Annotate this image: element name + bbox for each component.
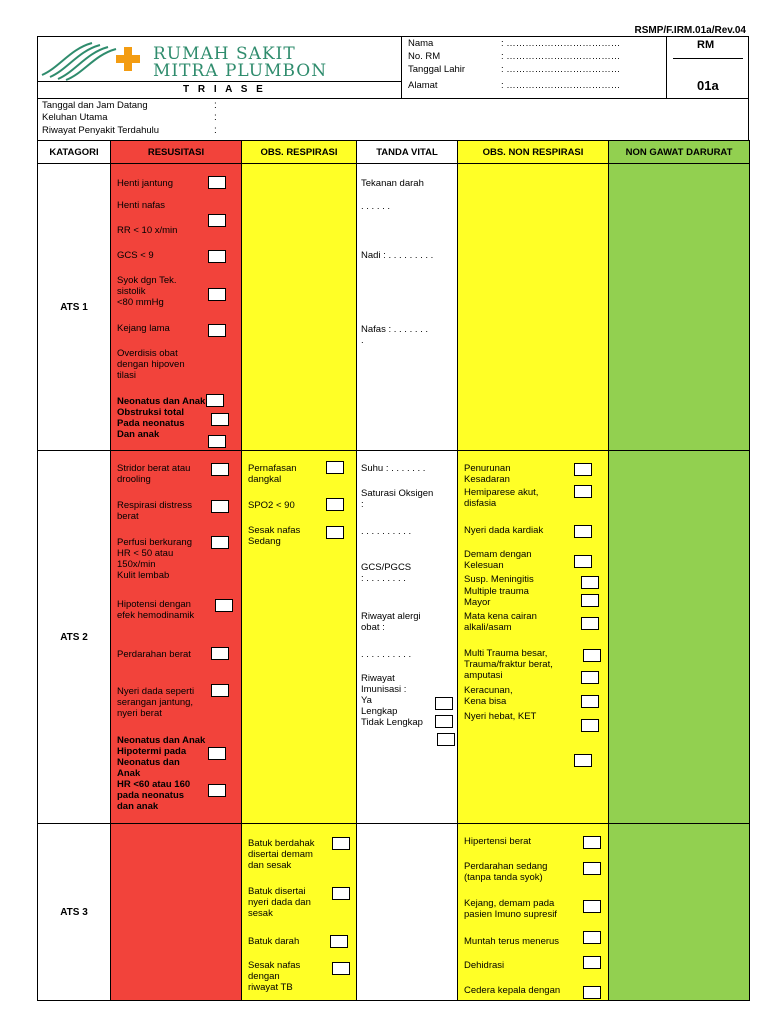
patient-address-field[interactable]: : ……………………………… [501,80,621,91]
checkbox[interactable] [211,413,229,426]
checkbox[interactable] [206,394,224,407]
chief-complaint-field[interactable]: : [214,112,217,123]
list-item: Mata kena cairan alkali/asam [464,611,537,633]
list-item: Perdarahan sedang (tanpa tanda syok) [464,861,548,883]
list-item: Multi Trauma besar, Trauma/fraktur berat, amputasi [464,648,553,681]
checkbox[interactable] [583,649,601,662]
list-item: Penurunan Kesadaran [464,463,511,485]
vital-item[interactable]: GCS/PGCS : . . . . . . . . [361,562,412,584]
checkbox[interactable] [435,715,453,728]
checkbox[interactable] [211,500,229,513]
checkbox[interactable] [211,684,229,697]
header-resusitasi: RESUSITASI [111,141,242,164]
list-item: Hipotensi dengan efek hemodinamik [117,599,195,621]
patient-rm-label: No. RM [408,51,441,62]
checkbox[interactable] [330,935,348,948]
list-item: Nyeri dada seperti serangan jantung, nyeri berat [117,686,195,719]
ats1-resusitasi [111,164,242,451]
ats1-non-gawat-darurat [609,164,750,451]
list-item: Batuk disertai nyeri dada dan sesak [248,886,311,919]
header-obs-respirasi: OBS. RESPIRASI [242,141,357,164]
checkbox[interactable] [326,498,344,511]
checkbox[interactable] [581,594,599,607]
header-obs-non-respirasi: OBS. NON RESPIRASI [458,141,609,164]
vital-item: Riwayat alergi obat : [361,611,421,633]
header-non-gawat-darurat: NON GAWAT DARURAT [609,141,750,164]
checkbox[interactable] [332,962,350,975]
list-item: RR < 10 x/min [117,225,178,236]
list-item: Stridor berat atau drooling [117,463,191,485]
vital-item[interactable]: . . . . . . . . . . [361,526,412,537]
list-item: Henti jantung [117,178,173,189]
list-item: Multiple trauma Mayor [464,586,529,608]
checkbox[interactable] [581,617,599,630]
divider [673,58,743,59]
list-item: Demam dengan Kelesuan [464,549,532,571]
ats3-obs-respirasi [242,824,357,1001]
checkbox[interactable] [581,576,599,589]
list-item: Perdarahan berat [117,649,191,660]
list-item: Perfusi berkurang HR < 50 atau 150x/min Kulit lembab [117,537,192,581]
patient-dob-field[interactable]: : ……………………………… [501,64,621,75]
ats2-label: ATS 2 [38,451,111,824]
ats2-non-gawat-darurat [609,451,750,824]
list-item: Dehidrasi [464,960,505,971]
header-katagori: KATAGORI [38,141,111,164]
list-item: Hemiparese akut, disfasia [464,487,539,509]
list-item: Respirasi distress berat [117,500,192,522]
chief-complaint-label: Keluhan Utama [42,112,108,123]
logo-waves-cross-icon [40,39,152,81]
list-item: Henti nafas [117,200,166,211]
checkbox[interactable] [332,837,350,850]
checkbox[interactable] [583,900,601,913]
list-item: Neonatus dan Anak Hipotermi pada Neonatus dan Anak HR <60 atau 160 pada neonatus dan anak [117,735,206,812]
checkbox[interactable] [581,671,599,684]
ats3-label: ATS 3 [38,824,111,1001]
divider [38,81,401,82]
checkbox[interactable] [211,647,229,660]
checkbox[interactable] [211,536,229,549]
list-item: Kejang lama [117,323,170,334]
hospital-logo [40,39,400,83]
ats1-obs-respirasi [242,164,357,451]
ats2-resusitasi [111,451,242,824]
checkbox[interactable] [208,747,226,760]
arrival-time-field[interactable]: : [214,100,217,111]
list-item: GCS < 9 [117,250,154,261]
checkbox[interactable] [583,931,601,944]
vital-item[interactable]: Nadi : . . . . . . . . . [361,250,434,261]
checkbox[interactable] [574,525,592,538]
list-item: Batuk berdahak disertai demam dan sesak [248,838,315,871]
vital-item[interactable]: Suhu : . . . . . . . [361,463,426,474]
form-header [37,36,749,99]
checkbox[interactable] [581,719,599,732]
triage-table [37,140,750,1001]
checkbox[interactable] [208,288,226,301]
ats1-obs-non-respirasi [458,164,609,451]
history-field[interactable]: : [214,125,217,136]
checkbox[interactable] [583,956,601,969]
checkbox[interactable] [208,324,226,337]
divider [401,37,402,99]
ats2-tanda-vital [357,451,458,824]
ats1-tanda-vital [357,164,458,451]
patient-name-field[interactable]: : ……………………………… [501,38,621,49]
ats3-resusitasi [111,824,242,1001]
checkbox[interactable] [437,733,455,746]
history-label: Riwayat Penyakit Terdahulu [42,125,160,136]
checkbox[interactable] [574,555,592,568]
checkbox[interactable] [583,836,601,849]
checkbox[interactable] [574,463,592,476]
hospital-name-line1: RUMAH SAKIT [153,44,296,64]
checkbox[interactable] [574,754,592,767]
vital-item: Tekanan darah [361,178,424,189]
checkbox[interactable] [581,695,599,708]
checkbox[interactable] [583,986,601,999]
ats3-tanda-vital [357,824,458,1001]
list-item: Muntah terus menerus [464,936,560,947]
ats1-label: ATS 1 [38,164,111,451]
checkbox[interactable] [211,463,229,476]
document-reference: RSMP/F.IRM.01a/Rev.04 [634,25,746,36]
ats2-row [38,451,750,824]
list-item: Nyeri hebat, KET [464,711,537,722]
visit-info [37,98,749,141]
header-tanda-vital: TANDA VITAL [357,141,458,164]
hospital-name-line2: MITRA PLUMBON [153,61,328,81]
list-item: Nyeri dada kardiak [464,525,544,536]
patient-dob-label: Tanggal Lahir [408,64,466,75]
ats3-row [38,824,750,1001]
checkbox[interactable] [208,214,226,227]
checkbox[interactable] [208,176,226,189]
checkbox[interactable] [208,435,226,448]
list-item: Batuk darah [248,936,300,947]
list-item: SPO2 < 90 [248,500,295,511]
rm-code: 01a [697,78,719,93]
ats2-obs-respirasi [242,451,357,824]
vital-item: Riwayat Imunisasi : Ya Lengkap Tidak Lengkap [361,673,423,728]
checkbox[interactable] [583,862,601,875]
vital-item[interactable]: . . . . . . . . . . [361,649,412,660]
list-item: Susp. Meningitis [464,574,534,585]
patient-name-label: Nama [408,38,434,49]
ats3-obs-non-respirasi [458,824,609,1001]
checkbox[interactable] [215,599,233,612]
patient-identity [408,38,658,93]
checkbox[interactable] [435,697,453,710]
vital-item[interactable]: . . . . . . [361,201,391,212]
list-item: Sesak nafas dengan riwayat TB [248,960,301,993]
patient-rm-field[interactable]: : ……………………………… [501,51,621,62]
list-item: Kejang, demam pada pasien Imuno supresif [464,898,557,920]
form-title: T R I A S E [183,84,266,95]
ats1-row [38,164,750,451]
checkbox[interactable] [208,250,226,263]
list-item: Pernafasan dangkal [248,463,297,485]
list-item: Overdisis obat dengan hipoven tilasi [117,348,185,381]
list-item: Syok dgn Tek. sistolik <80 mmHg [117,275,177,308]
ats2-obs-non-respirasi [458,451,609,824]
checkbox[interactable] [326,461,344,474]
patient-address-label: Alamat [408,80,438,91]
rm-label: RM [697,39,715,51]
checkbox[interactable] [208,784,226,797]
vital-item: Saturasi Oksigen : [361,488,434,510]
arrival-time-label: Tanggal dan Jam Datang [42,100,148,111]
checkbox[interactable] [326,526,344,539]
list-item: Hipertensi berat [464,836,532,847]
checkbox[interactable] [574,485,592,498]
rm-box [667,37,748,99]
list-item: Keracunan, Kena bisa [464,685,513,707]
vital-item[interactable]: Nafas : . . . . . . . . [361,324,429,346]
ats3-non-gawat-darurat [609,824,750,1001]
checkbox[interactable] [332,887,350,900]
list-item: Sesak nafas Sedang [248,525,301,547]
list-item: Neonatus dan Anak Obstruksi total Pada neonatus Dan anak [117,396,206,440]
list-item: Cedera kepala dengan [464,985,561,996]
